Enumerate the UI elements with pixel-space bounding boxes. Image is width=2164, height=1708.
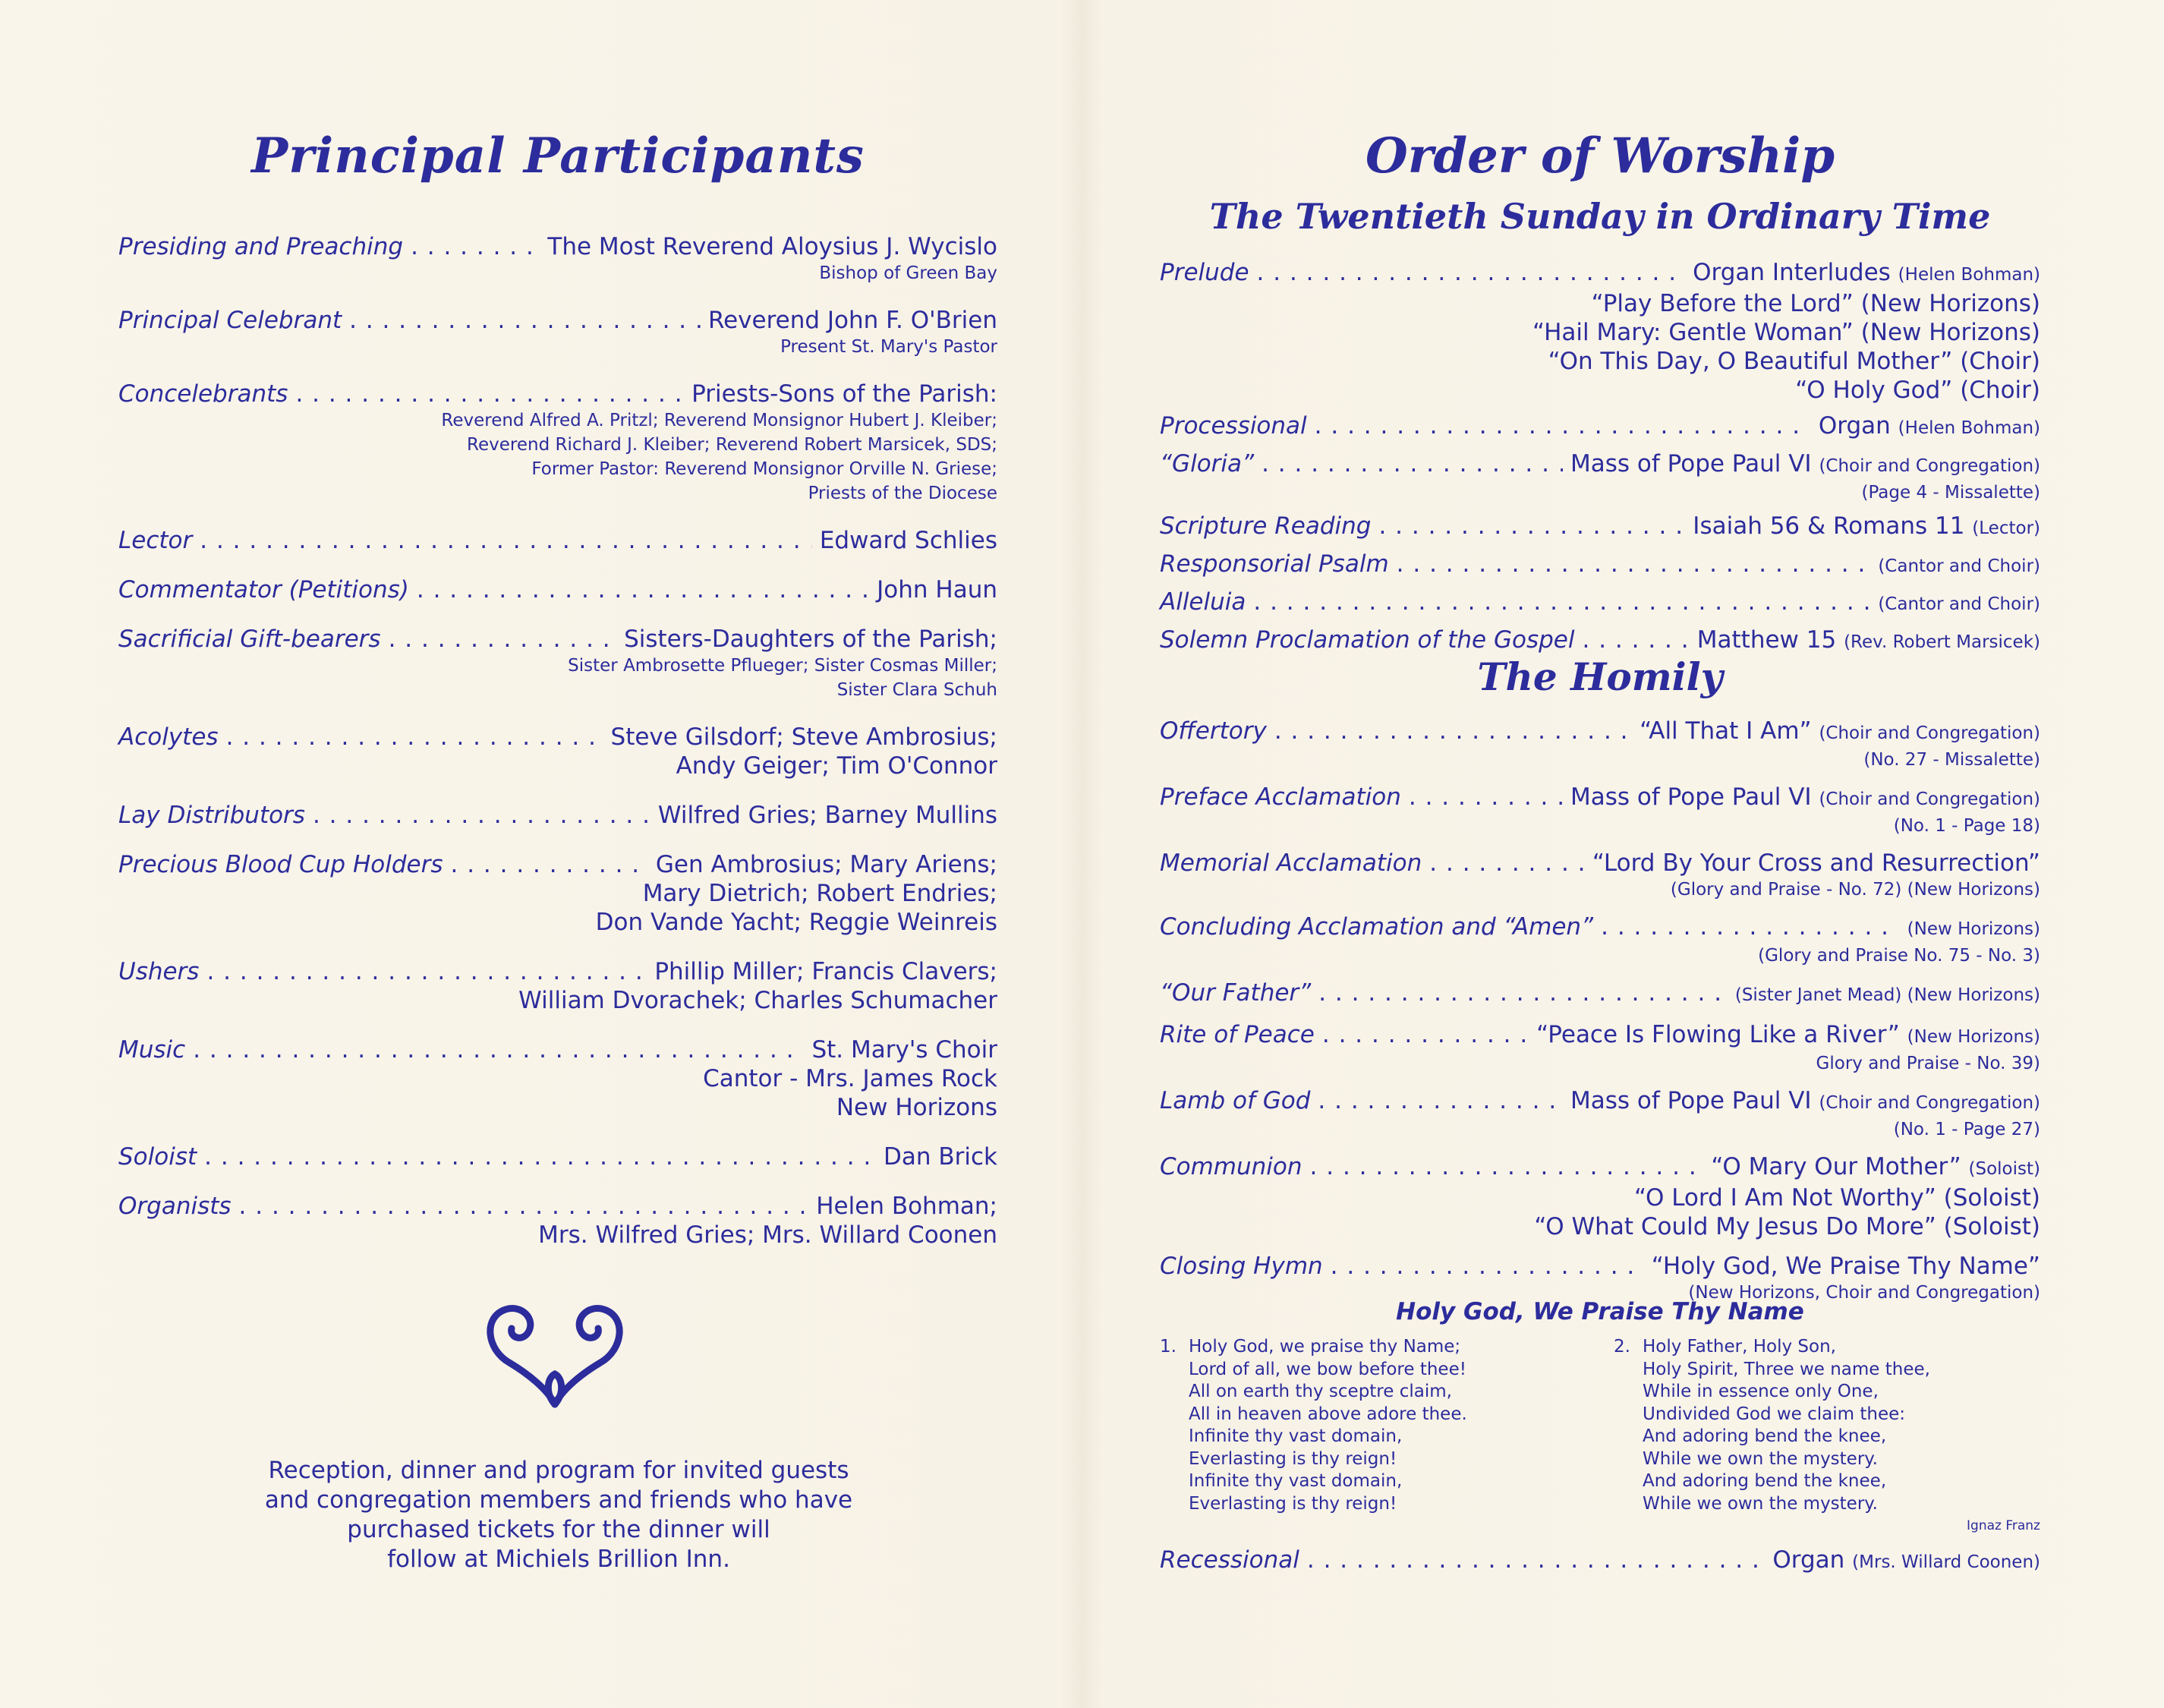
entry-note: (Cantor and Choir) xyxy=(1878,594,2040,614)
entry-row xyxy=(118,957,997,986)
entry-value-group xyxy=(811,1035,997,1064)
entry-row xyxy=(1160,258,2040,289)
verse-line: And adoring bend the knee, xyxy=(1643,1471,1887,1491)
dot-leader xyxy=(1307,1546,1766,1574)
entry-role: Concelebrants xyxy=(118,380,288,408)
entry-value-group xyxy=(547,232,997,261)
dot-leader xyxy=(349,306,701,335)
entry-note: (Mrs. Willard Coonen) xyxy=(1852,1552,2040,1572)
entry-value-group xyxy=(1711,1152,2040,1183)
entry-value: Gen Ambrosius; Mary Ariens; xyxy=(655,851,997,878)
entry-continuation xyxy=(1160,289,2040,318)
entry-value: Wilfred Gries; Barney Mullins xyxy=(657,802,997,829)
entry-value: “All That I Am” xyxy=(1640,717,1812,745)
entry-subline: (Glory and Praise No. 75 - No. 3) xyxy=(1758,946,2040,966)
entry-subline: Priests of the Diocese xyxy=(808,484,997,503)
verse-number: 2. xyxy=(1614,1337,1630,1357)
entry-value-group xyxy=(658,801,997,830)
left-panel xyxy=(118,0,997,1708)
entry-value: “O Lord I Am Not Worthy” xyxy=(1633,1184,1936,1212)
dot-leader xyxy=(451,850,648,879)
entry-value-group xyxy=(708,306,997,335)
hymn-title: Holy God, We Praise Thy Name xyxy=(1396,1298,1804,1325)
entry-row xyxy=(1160,512,2040,543)
program-entry xyxy=(118,380,997,506)
entry-role: Lamb of God xyxy=(1160,1087,1311,1114)
dot-leader xyxy=(1274,717,1632,745)
entry-continuation xyxy=(1160,376,2040,405)
entry-role: Recessional xyxy=(1160,1546,1299,1574)
entry-value: Matthew 15 xyxy=(1696,626,1837,654)
entry-row xyxy=(1160,717,2040,748)
entry-row xyxy=(118,850,997,879)
program-entry xyxy=(118,1035,997,1122)
verse-number: 1. xyxy=(1160,1337,1176,1357)
entry-subline: Former Pastor: Reverend Monsignor Orville N. Griese; xyxy=(531,459,997,479)
entry-value-group xyxy=(611,723,997,752)
dot-leader xyxy=(417,575,869,604)
entry-value-group xyxy=(1693,258,2040,289)
hymn-verse-2 xyxy=(1614,1336,2039,1515)
entry-row xyxy=(118,625,997,654)
entry-subline: Present St. Mary's Pastor xyxy=(780,337,997,357)
entry-value: Organ Interludes xyxy=(1693,259,1891,286)
entry-row xyxy=(1160,1152,2040,1183)
dot-leader xyxy=(1397,550,1871,578)
entry-value: “O Mary Our Mother” xyxy=(1711,1153,1961,1180)
dot-leader xyxy=(1582,626,1689,654)
verse-line: While we own the mystery. xyxy=(1643,1448,1878,1469)
entry-row xyxy=(118,380,997,408)
entry-role: Commentator (Petitions) xyxy=(118,576,409,603)
entry-value: Sisters-Daughters of the Parish; xyxy=(624,626,997,653)
entry-role: Responsorial Psalm xyxy=(1160,550,1389,578)
entry-note: (Choir) xyxy=(1960,377,2040,404)
entry-subline: Reverend Alfred A. Pritzl; Reverend Monsignor Hubert J. Kleiber; xyxy=(441,411,997,430)
program-entry xyxy=(1160,1086,2040,1142)
entry-value-group xyxy=(1640,717,2040,748)
program-entry xyxy=(1160,626,2040,657)
entry-value: Priests-Sons of the Parish: xyxy=(691,380,997,408)
entry-role: Processional xyxy=(1160,412,1307,440)
dot-leader xyxy=(1331,1252,1644,1281)
entry-value: Edward Schlies xyxy=(819,527,997,554)
verse-line: Everlasting is thy reign! xyxy=(1189,1448,1397,1469)
entry-continuation: Andy Geiger; Tim O'Connor xyxy=(676,752,997,780)
program-entry xyxy=(118,957,997,1015)
program-entry xyxy=(1160,717,2040,772)
entry-row xyxy=(118,801,997,830)
entry-note: (New Horizons) xyxy=(1860,319,2040,346)
entry-value: Phillip Miller; Francis Clavers; xyxy=(654,958,997,985)
entry-note: (Choir and Congregation) xyxy=(1819,789,2040,809)
entry-role: Solemn Proclamation of the Gospel xyxy=(1160,626,1575,654)
entry-row xyxy=(118,1035,997,1064)
entry-role: Communion xyxy=(1160,1153,1302,1180)
entry-value: Reverend John F. O'Brien xyxy=(707,307,997,334)
entry-value: “On This Day, O Beautiful Mother” xyxy=(1548,348,1953,375)
dot-leader xyxy=(206,957,647,986)
entry-row xyxy=(1160,449,2040,481)
entry-subline: (Page 4 - Missalette) xyxy=(1861,483,2040,503)
entry-value: Helen Bohman; xyxy=(816,1193,997,1220)
entry-value-group xyxy=(1570,449,2040,481)
entry-role: Presiding and Preaching xyxy=(118,233,404,260)
entry-value: “Lord By Your Cross and Resurrection” xyxy=(1592,849,2040,877)
program-entry xyxy=(1160,449,2040,505)
entry-note: (Helen Bohman) xyxy=(1898,418,2040,438)
entry-continuation xyxy=(1160,347,2040,376)
dot-leader xyxy=(1318,1086,1563,1115)
entry-role: Principal Celebrant xyxy=(118,307,342,334)
entry-continuation: Cantor - Mrs. James Rock xyxy=(703,1065,997,1092)
reception-line: and congregation members and friends who have xyxy=(264,1486,853,1514)
entry-value: Organ xyxy=(1818,412,1891,440)
dot-leader xyxy=(1257,258,1686,287)
entry-note: (Soloist) xyxy=(1943,1213,2040,1240)
entry-value-group xyxy=(1570,783,2040,814)
entry-value: “Peace Is Flowing Like a River” xyxy=(1536,1021,1900,1048)
entry-subline: Sister Clara Schuh xyxy=(836,680,997,700)
entry-subline: Reverend Richard J. Kleiber; Reverend Robert Marsicek, SDS; xyxy=(467,435,997,455)
entry-note: (New Horizons) xyxy=(1907,1027,2040,1047)
dot-leader xyxy=(295,380,684,408)
program-entry xyxy=(1160,783,2040,838)
verse-line: While we own the mystery. xyxy=(1643,1493,1878,1514)
entry-role: Preface Acclamation xyxy=(1160,783,1401,811)
entry-value: “Play Before the Lord” xyxy=(1591,290,1854,317)
entry-value-group xyxy=(1536,1020,2040,1051)
entry-continuation xyxy=(1160,318,2040,347)
hymn-verse-1 xyxy=(1160,1336,1585,1515)
program-entry xyxy=(1160,1020,2040,1076)
entry-value: “O What Could My Jesus Do More” xyxy=(1534,1213,1936,1240)
entry-note: (Sister Janet Mead) (New Horizons) xyxy=(1734,985,2040,1005)
entry-note: (New Horizons) xyxy=(1860,290,2040,317)
entry-value-group xyxy=(691,380,997,408)
program-entry xyxy=(118,232,997,285)
entry-role: “Our Father” xyxy=(1160,979,1312,1007)
entry-row xyxy=(1160,588,2040,619)
entry-value-group xyxy=(1592,849,2040,878)
entry-value-group xyxy=(884,1142,997,1171)
entry-note: (Soloist) xyxy=(1943,1184,2040,1212)
reception-line: purchased tickets for the dinner will xyxy=(347,1516,770,1543)
entry-row xyxy=(1160,550,2040,581)
dot-leader xyxy=(1409,783,1563,811)
dot-leader xyxy=(1315,411,1811,440)
entry-note: (Cantor and Choir) xyxy=(1878,556,2040,576)
program-entry xyxy=(1160,550,2040,581)
entry-role: Soloist xyxy=(118,1143,197,1171)
entry-row xyxy=(1160,1252,2040,1281)
entry-row xyxy=(118,575,997,604)
entry-note: (Choir) xyxy=(1960,348,2040,375)
entry-role: Sacrificial Gift-bearers xyxy=(118,626,381,653)
dot-leader xyxy=(1262,449,1563,478)
program-entry xyxy=(1160,978,2040,1010)
entry-value-group xyxy=(820,526,997,555)
entry-note: (Helen Bohman) xyxy=(1898,265,2040,285)
program-entry xyxy=(118,575,997,604)
entry-value-group xyxy=(1907,912,2040,944)
entry-continuation xyxy=(1160,1183,2040,1212)
entry-value: Mass of Pope Paul VI xyxy=(1570,1087,1812,1114)
dot-leader xyxy=(1322,1020,1529,1049)
entry-value-group xyxy=(656,850,997,879)
entry-role: Offertory xyxy=(1160,717,1267,745)
entry-value-group xyxy=(1878,588,2040,619)
entry-role: “Gloria” xyxy=(1160,450,1255,477)
verse-line: Lord of all, we bow before thee! xyxy=(1189,1359,1466,1379)
entry-value-group xyxy=(1819,411,2040,443)
verse-line: Undivided God we claim thee: xyxy=(1643,1404,1906,1424)
dot-leader xyxy=(389,625,616,654)
entry-value-group xyxy=(1878,550,2040,581)
entry-note: (Rev. Robert Marsicek) xyxy=(1844,632,2040,652)
order-of-worship-title: Order of Worship xyxy=(1365,128,1835,184)
verse-line: Holy God, we praise thy Name; xyxy=(1189,1337,1461,1357)
dot-leader xyxy=(239,1192,809,1221)
verse-line: And adoring bend the knee, xyxy=(1643,1426,1887,1446)
entry-note: (Choir and Congregation) xyxy=(1819,1093,2040,1113)
program-entry xyxy=(118,306,997,359)
entry-role: Closing Hymn xyxy=(1160,1253,1323,1280)
program-entry xyxy=(1160,258,2040,405)
entry-subline: (Glory and Praise - No. 72) (New Horizons) xyxy=(1670,880,2040,900)
entry-row xyxy=(118,723,997,752)
entry-value-group xyxy=(624,625,997,654)
program-entry xyxy=(118,801,997,830)
entry-role: Concluding Acclamation and “Amen” xyxy=(1160,913,1594,941)
entry-subline: Sister Ambrosette Pflueger; Sister Cosmas Miller; xyxy=(568,656,997,676)
entry-row xyxy=(1160,849,2040,878)
entry-continuation: New Horizons xyxy=(836,1094,997,1121)
verse-line: Everlasting is thy reign! xyxy=(1189,1493,1397,1514)
program-entry xyxy=(1160,512,2040,543)
program-entry xyxy=(1160,588,2040,619)
program-entry xyxy=(118,1142,997,1171)
principal-participants-title: Principal Participants xyxy=(251,128,865,184)
entry-value-group xyxy=(816,1192,997,1221)
entry-value: “Holy God, We Praise Thy Name” xyxy=(1651,1253,2040,1280)
entry-value-group xyxy=(1735,978,2040,1010)
dot-leader xyxy=(1429,849,1585,878)
entry-note: (Lector) xyxy=(1972,518,2040,538)
entry-subline: (No. 1 - Page 27) xyxy=(1893,1120,2040,1139)
program-entry xyxy=(1160,1252,2040,1305)
verse-line: Infinite thy vast domain, xyxy=(1189,1426,1403,1446)
entry-role: Prelude xyxy=(1160,259,1249,286)
entry-value-group xyxy=(1697,626,2040,657)
program-entry xyxy=(118,1192,997,1249)
dot-leader xyxy=(313,801,650,830)
hymn-attribution: Ignaz Franz xyxy=(1967,1518,2040,1533)
entry-row xyxy=(118,1142,997,1171)
entry-role: Lay Distributors xyxy=(118,802,305,829)
entry-continuation: Mary Dietrich; Robert Endries; xyxy=(642,880,997,907)
entry-row xyxy=(118,1192,997,1221)
entry-value: Mass of Pope Paul VI xyxy=(1570,783,1812,811)
entry-value: The Most Reverend Aloysius J. Wycislo xyxy=(547,233,997,260)
entry-value: John Haun xyxy=(877,576,997,603)
dot-leader xyxy=(200,526,812,555)
dot-leader xyxy=(1601,912,1900,941)
program-entry xyxy=(1160,411,2040,443)
right-panel xyxy=(1160,0,2040,1708)
worship-list-part2 xyxy=(1160,717,2040,1316)
entry-value: Isaiah 56 & Romans 11 xyxy=(1693,512,1965,540)
participants-list xyxy=(118,232,997,1270)
entry-value: “Hail Mary: Gentle Woman” xyxy=(1532,319,1854,346)
program-entry xyxy=(1160,849,2040,902)
entry-continuation: William Dvorachek; Charles Schumacher xyxy=(518,987,997,1014)
entry-role: Alleluia xyxy=(1160,588,1246,616)
entry-row xyxy=(1160,1020,2040,1051)
entry-value: Steve Gilsdorf; Steve Ambrosius; xyxy=(610,723,997,751)
program-entry xyxy=(1160,1152,2040,1241)
entry-role: Music xyxy=(118,1036,186,1064)
entry-role: Precious Blood Cup Holders xyxy=(118,851,443,878)
program-entry xyxy=(118,526,997,555)
dot-leader xyxy=(411,232,540,261)
program-entry xyxy=(1160,912,2040,968)
dot-leader xyxy=(1318,978,1728,1007)
entry-value-group xyxy=(1652,1252,2040,1281)
entry-continuation xyxy=(1160,1212,2040,1241)
entry-row xyxy=(118,526,997,555)
entry-value: Mass of Pope Paul VI xyxy=(1570,450,1812,477)
entry-subline: (No. 1 - Page 18) xyxy=(1893,816,2040,836)
entry-row xyxy=(118,232,997,261)
homily-title: The Homily xyxy=(1477,654,1723,699)
entry-subline: Bishop of Green Bay xyxy=(819,263,997,283)
verse-line: While in essence only One, xyxy=(1643,1382,1879,1401)
entry-value: “O Holy God” xyxy=(1795,377,1953,404)
entry-continuation: Mrs. Wilfred Gries; Mrs. Willard Coonen xyxy=(538,1221,997,1249)
entry-subline: (No. 27 - Missalette) xyxy=(1863,750,2040,770)
entry-role: Lector xyxy=(118,527,193,554)
worship-list-part1 xyxy=(1160,258,2040,663)
entry-note: (Soloist) xyxy=(1968,1159,2040,1179)
entry-value: Organ xyxy=(1772,1546,1845,1574)
order-of-worship-subtitle: The Twentieth Sunday in Ordinary Time xyxy=(1209,196,1991,237)
dot-leader xyxy=(1378,512,1685,540)
reception-line: follow at Michiels Brillion Inn. xyxy=(387,1546,730,1573)
entry-role: Rite of Peace xyxy=(1160,1021,1315,1048)
reception-line: Reception, dinner and program for invited guests xyxy=(268,1457,849,1484)
verse-line: All in heaven above adore thee. xyxy=(1189,1404,1467,1424)
program-entry xyxy=(118,850,997,937)
entry-row xyxy=(118,306,997,335)
entry-role: Ushers xyxy=(118,958,200,985)
entry-role: Organists xyxy=(118,1193,232,1220)
ornament-icon xyxy=(475,1290,635,1412)
entry-subline: Glory and Praise - No. 39) xyxy=(1816,1054,2040,1073)
verse-line: Holy Spirit, Three we name thee, xyxy=(1643,1359,1930,1379)
dot-leader xyxy=(1310,1152,1704,1181)
entry-subline: (New Horizons, Choir and Congregation) xyxy=(1688,1283,2040,1303)
entry-row xyxy=(1160,978,2040,1010)
entry-row xyxy=(1160,626,2040,657)
entry-value-group xyxy=(877,575,997,604)
entry-note: (New Horizons) xyxy=(1907,919,2040,939)
entry-role: Acolytes xyxy=(118,723,219,751)
dot-leader xyxy=(1253,588,1870,616)
recessional-row xyxy=(1160,1546,2040,1577)
verse-line: Holy Father, Holy Son, xyxy=(1643,1337,1836,1357)
verse-line: All on earth thy sceptre claim, xyxy=(1189,1382,1452,1401)
entry-value: St. Mary's Choir xyxy=(811,1036,997,1064)
entry-row xyxy=(1160,912,2040,944)
program-entry xyxy=(118,723,997,780)
program-entry xyxy=(118,625,997,702)
dot-leader xyxy=(193,1035,804,1064)
entry-role: Scripture Reading xyxy=(1160,512,1372,540)
entry-continuation: Don Vande Yacht; Reggie Weinreis xyxy=(595,909,997,936)
entry-note: (Choir and Congregation) xyxy=(1819,456,2040,476)
verse-line: Infinite thy vast domain, xyxy=(1189,1471,1403,1491)
reception-note xyxy=(194,1456,923,1574)
entry-row xyxy=(1160,783,2040,814)
entry-value-group xyxy=(1570,1086,2040,1117)
dot-leader xyxy=(226,723,603,752)
entry-value-group xyxy=(1693,512,2040,543)
dot-leader xyxy=(204,1142,876,1171)
entry-value-group xyxy=(654,957,997,986)
entry-note: (Choir and Congregation) xyxy=(1819,723,2040,743)
entry-value: Dan Brick xyxy=(884,1143,997,1171)
entry-row xyxy=(1160,1086,2040,1117)
entry-role: Memorial Acclamation xyxy=(1160,849,1422,877)
entry-row xyxy=(1160,411,2040,443)
